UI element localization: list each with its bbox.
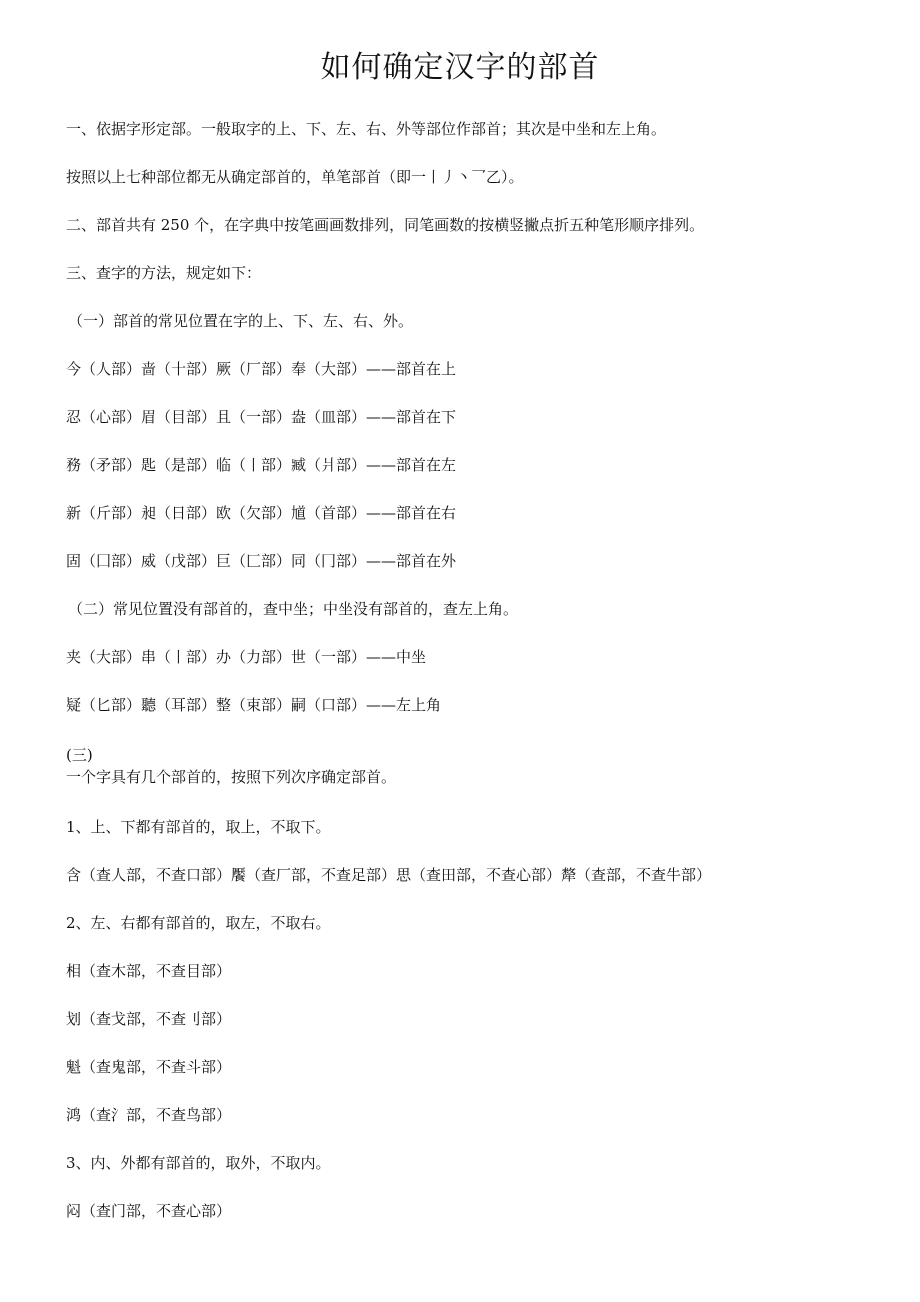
rule-item-3-example-1: 闷（查门部，不查心部） — [66, 1202, 232, 1220]
example-line-top: 今（人部）啬（十部）厥（厂部）奉（大部）——部首在上 — [66, 360, 457, 378]
rule-item-2-example-4: 鸿（查氵部，不查鸟部） — [66, 1106, 232, 1124]
document-title: 如何确定汉字的部首 — [320, 50, 600, 85]
paragraph-rule-3: 三、查字的方法，规定如下： — [66, 264, 262, 282]
paragraph-rule-1: 一、依据字形定部。一般取字的上、下、左、右、外等部位作部首；其次是中坐和左上角。 — [66, 120, 667, 138]
rule-item-2-example-1: 相（查木部，不查目部） — [66, 962, 232, 980]
section-heading-3: (三) — [66, 746, 93, 764]
paragraph-multiple-radicals: 一个字具有几个部首的，按照下列次序确定部首。 — [66, 768, 397, 786]
rule-item-2-example-2: 划（查戈部，不查刂部） — [66, 1010, 232, 1028]
section-heading-1: （一）部首的常见位置在字的上、下、左、右、外。 — [68, 312, 414, 330]
rule-item-2: 2、左、右都有部首的，取左，不取右。 — [66, 914, 331, 932]
paragraph-rule-2: 二、部首共有 250 个，在字典中按笔画画数排列，同笔画数的按横竖撇点折五种笔形顺序排列。 — [66, 216, 705, 234]
rule-item-1-examples: 含（查人部，不查口部）饜（查厂部，不查足部）思（查田部，不查心部）犛（查部，不查牛部） — [66, 866, 712, 884]
example-line-top-left: 疑（匕部）聽（耳部）整（束部）嗣（口部）——左上角 — [66, 696, 442, 714]
rule-item-3: 3、内、外都有部首的，取外，不取内。 — [66, 1154, 331, 1172]
rule-item-1: 1、上、下都有部首的，取上，不取下。 — [66, 818, 331, 836]
section-heading-2: （二）常见位置没有部首的，查中坐；中坐没有部首的，查左上角。 — [68, 600, 519, 618]
example-line-outside: 固（囗部）威（戊部）巨（匚部）同（冂部）——部首在外 — [66, 552, 457, 570]
rule-item-2-example-3: 魁（查鬼部，不查斗部） — [66, 1058, 232, 1076]
paragraph-single-stroke: 按照以上七种部位都无从确定部首的，单笔部首（即一丨丿丶乛乙）。 — [66, 168, 524, 186]
example-line-left: 務（矛部）匙（是部）临（丨部）臧（爿部）——部首在左 — [66, 456, 457, 474]
example-line-right: 新（斤部）昶（日部）欧（欠部）馗（首部）——部首在右 — [66, 504, 457, 522]
example-line-center: 夹（大部）串（丨部）办（力部）世（一部）——中坐 — [66, 648, 427, 666]
example-line-bottom: 忍（心部）眉（目部）且（一部）盎（皿部）——部首在下 — [66, 408, 457, 426]
